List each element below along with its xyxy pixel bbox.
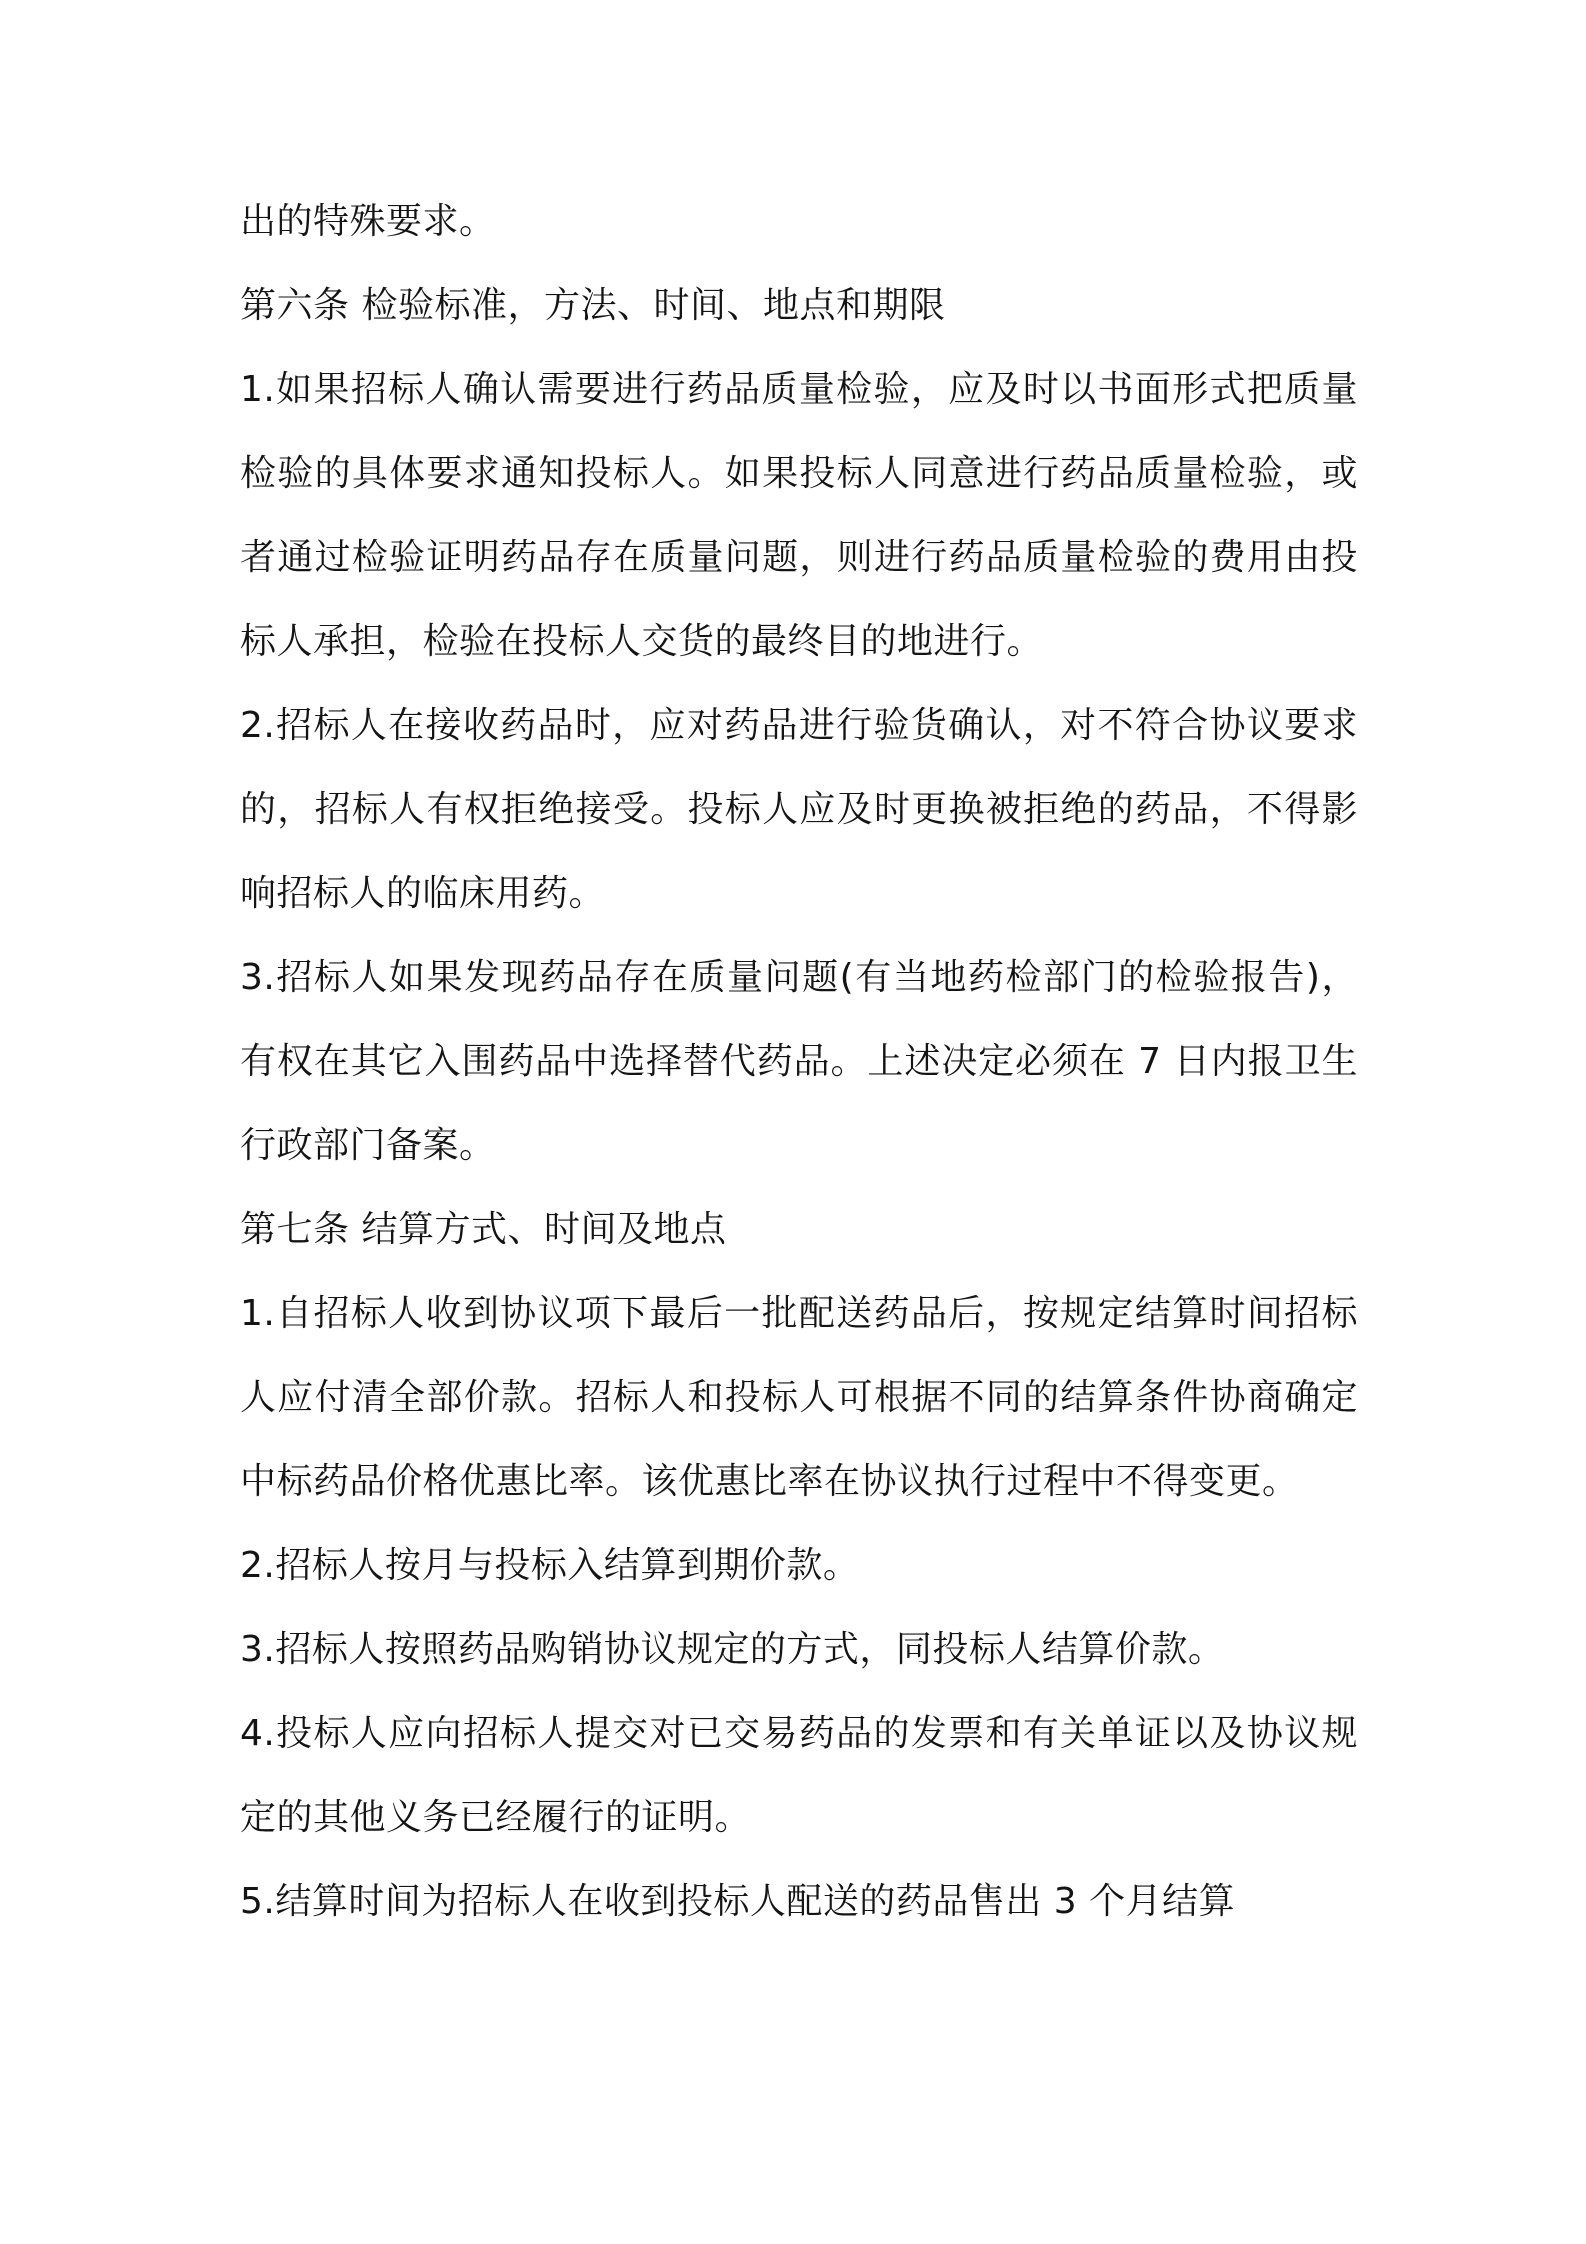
article-7-clause-2: 2.招标人按月与投标入结算到期价款。 (240, 1545, 860, 1586)
article-6-clause-2: 2.招标人在接收药品时，应对药品进行验货确认，对不符合协议要求的，招标人有权拒绝接受。投标人应及时更换被拒绝的药品，不得影响招标人的临床用药。 (240, 705, 1358, 914)
article-6-clause-1: 1.如果招标人确认需要进行药品质量检验，应及时以书面形式把质量检验的具体要求通知投标人。如果投标人同意进行药品质量检验，或者通过检验证明药品存在质量问题，则进行药品质量检验的费用由投标人承担，检验在投标人交货的最终目的地进行。 (240, 369, 1358, 662)
article-7-clause-1: 1.自招标人收到协议项下最后一批配送药品后，按规定结算时间招标人应付清全部价款。招标人和投标人可根据不同的结算条件协商确定中标药品价格优惠比率。该优惠比率在协议执行过程中不得变更。 (240, 1293, 1358, 1502)
article-6-heading: 第六条 检验标准，方法、时间、地点和期限 (240, 285, 946, 326)
document-body (240, 180, 1358, 1944)
article-6-clause-3: 3.招标人如果发现药品存在质量问题(有当地药检部门的检验报告)，有权在其它入围药品中选择替代药品。上述决定必须在 7 日内报卫生行政部门备案。 (240, 957, 1358, 1166)
paragraph-continuation: 出的特殊要求。 (240, 201, 496, 242)
article-7-heading: 第七条 结算方式、时间及地点 (240, 1209, 727, 1250)
article-7-clause-4: 4.投标人应向招标人提交对已交易药品的发票和有关单证以及协议规定的其他义务已经履行的证明。 (240, 1713, 1358, 1838)
article-7-clause-3: 3.招标人按照药品购销协议规定的方式，同投标人结算价款。 (240, 1629, 1225, 1670)
article-7-clause-5: 5.结算时间为招标人在收到投标人配送的药品售出 3 个月结算 (240, 1881, 1236, 1922)
